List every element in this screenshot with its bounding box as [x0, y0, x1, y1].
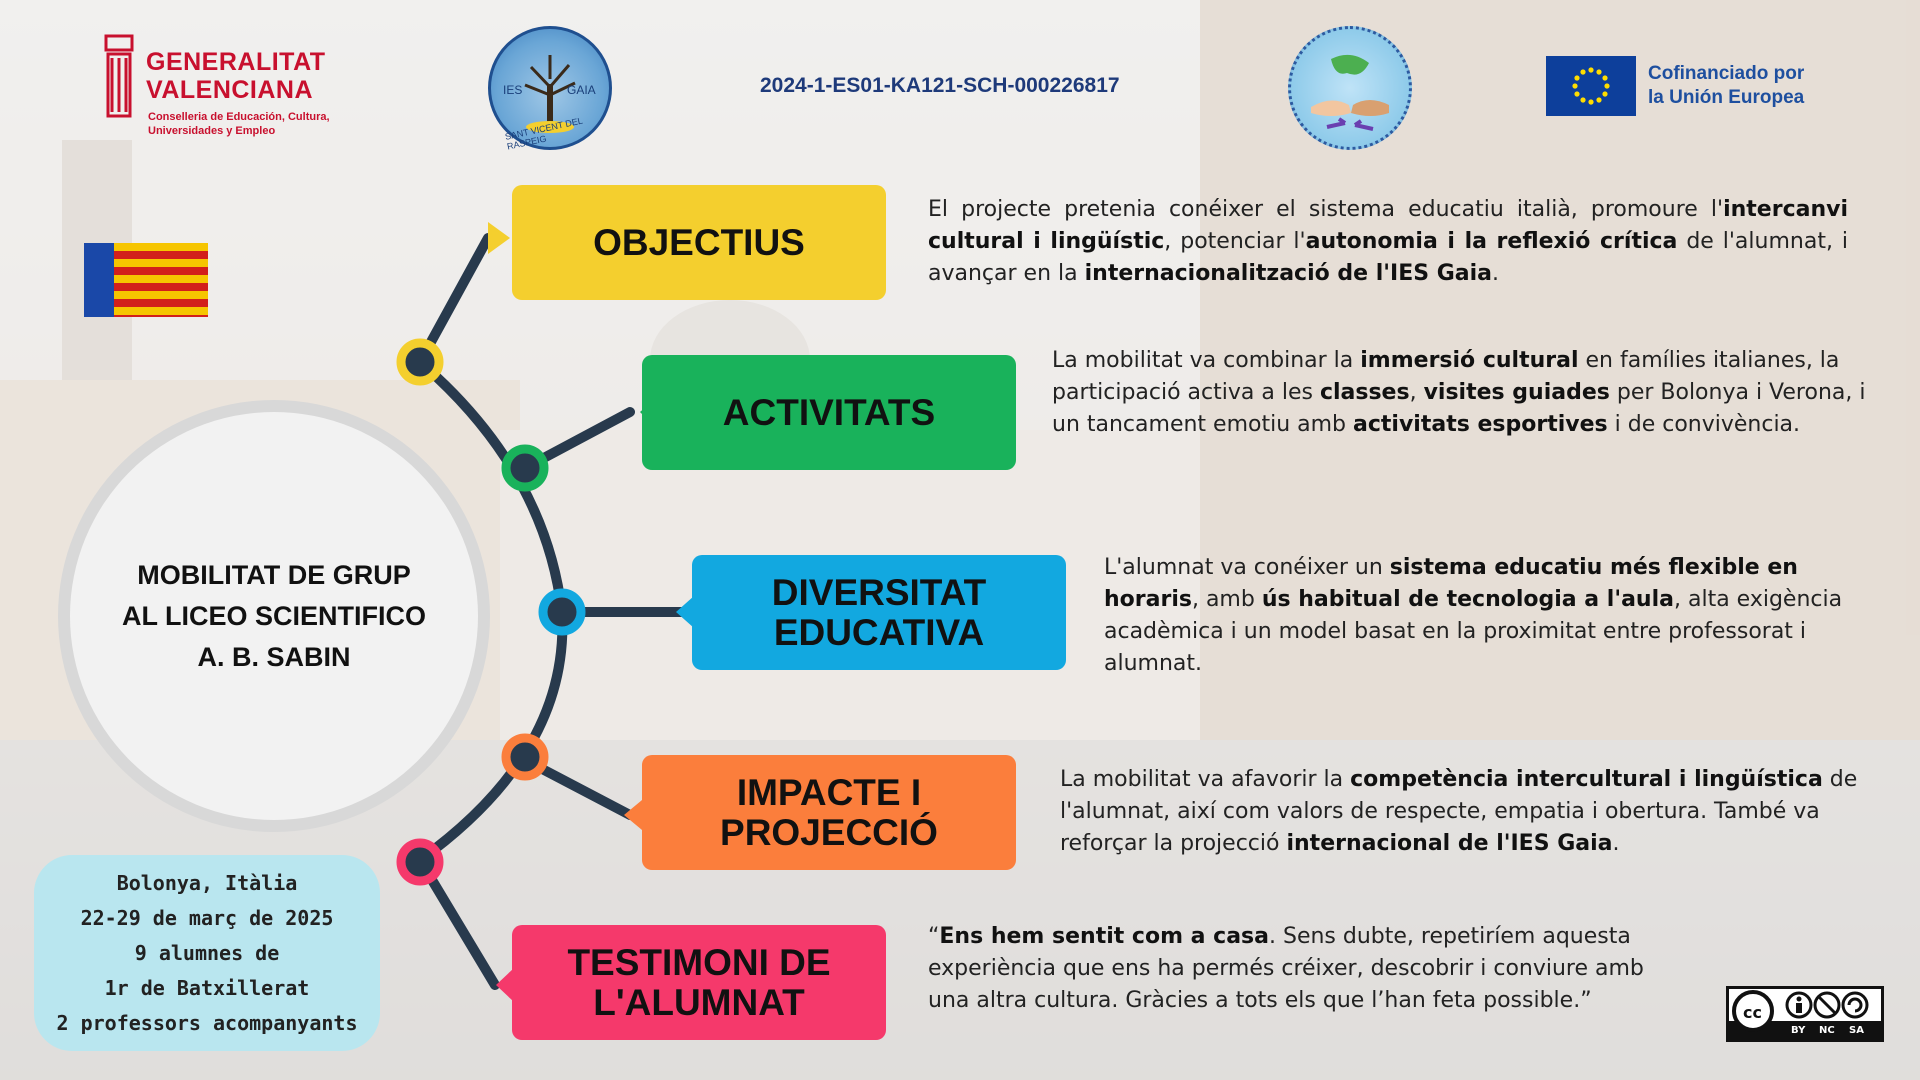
tag-impacte: [642, 755, 1016, 870]
activitats-text: La mobilitat va combinar la immersió cultural en famílies italianes, la participació activa a les classes, visites guiades per Bolonya i Verona, i un tancament emotiu amb activitats esportives i de convivència.: [1052, 348, 1866, 437]
tag-impacte-line2: PROJECCIÓ: [720, 811, 938, 853]
eu-line1: Cofinanciado por: [1648, 63, 1805, 84]
cc-license-badge: [1726, 986, 1884, 1042]
tag-activitats: [642, 355, 1016, 470]
tag-diversitat-line2: EDUCATIVA: [773, 611, 985, 653]
activitats-node: [506, 449, 544, 487]
conselleria-line2: Universidades y Empleo: [148, 125, 276, 137]
generalitat-line1: GENERALITAT: [146, 48, 326, 76]
cc-nc-label: NC: [1819, 1025, 1835, 1036]
svg-text:cc: cc: [1743, 1003, 1762, 1022]
project-code: 2024-1-ES01-KA121-SCH-000226817: [760, 74, 1120, 97]
cc-sa-label: SA: [1849, 1025, 1864, 1036]
info-location: Bolonya, Itàlia: [116, 870, 298, 895]
tag-diversitat: [692, 555, 1066, 670]
center-title-line1: MOBILITAT DE GRUP: [137, 559, 411, 590]
center-title-line3: A. B. SABIN: [197, 641, 351, 672]
diversitat-text: L'alumnat va conéixer un sistema educatiu més flexible en horaris, amb ús habitual de tecnologia a l'aula, alta exigència acadèmica i un model basat en la proximitat entre professorat i alumnat.: [1104, 555, 1843, 676]
cc-by-label: BY: [1791, 1025, 1806, 1036]
ies-logo-bottom-text: SANT VICENT DEL RASPEIG: [504, 115, 584, 152]
tag-activitats-label: ACTIVITATS: [722, 391, 936, 433]
generalitat-line2: VALENCIANA: [146, 76, 314, 104]
info-teachers: 2 professors acompanyants: [56, 1010, 358, 1035]
info-students: 9 alumnes de: [134, 940, 280, 965]
center-title: [70, 412, 478, 820]
impacte-text: La mobilitat va afavorir la competència intercultural i lingüística de l'alumnat, així com valors de respecte, empatia i obertura. També va reforçar la projecció internacional de l'IES Gaia.: [1060, 767, 1858, 856]
tag-objectius: [512, 185, 886, 300]
impacte-pointer: [624, 800, 642, 830]
testimoni-node: [401, 843, 439, 881]
ies-logo-left-text: IES: [503, 83, 523, 97]
eu-line2: la Unión Europea: [1648, 87, 1805, 108]
trip-info-box: [34, 855, 380, 1051]
objectius-node: [401, 343, 439, 381]
tag-testimoni: [512, 925, 886, 1040]
ies-logo-right-text: GAIA: [567, 83, 596, 97]
diversitat-node: [543, 593, 581, 631]
conselleria-line1: Conselleria de Educación, Cultura,: [148, 111, 330, 123]
testimoni-text: “Ens hem sentit com a casa. Sens dubte, repetiríem aquesta experiència que ens ha permés créixer, descobrir i conviure amb una altra cultura. Gràcies a tots els que l’han feta possible.”: [928, 924, 1644, 1013]
tag-testimoni-line2: L'ALUMNAT: [593, 981, 805, 1023]
objectius-text: El projecte pretenia conéixer el sistema educatiu italià, promoure l'intercanvi cultural i lingüístic, potenciar l'autonomia i la reflexió crítica de l'alumnat, i avançar en la internacionalització de l'IES Gaia.: [928, 197, 1848, 286]
info-dates: 22-29 de març de 2025: [80, 905, 334, 930]
tag-diversitat-line1: DIVERSITAT: [771, 571, 987, 613]
tag-impacte-line1: IMPACTE I: [736, 771, 922, 813]
center-title-line2: AL LICEO SCIENTIFICO: [121, 600, 426, 631]
impacte-node: [506, 738, 544, 776]
objectius-pointer: [488, 222, 510, 254]
info-course: 1r de Batxillerat: [104, 975, 310, 1000]
tag-testimoni-line1: TESTIMONI DE: [567, 941, 831, 983]
tag-objectius-label: OBJECTIUS: [593, 221, 805, 263]
